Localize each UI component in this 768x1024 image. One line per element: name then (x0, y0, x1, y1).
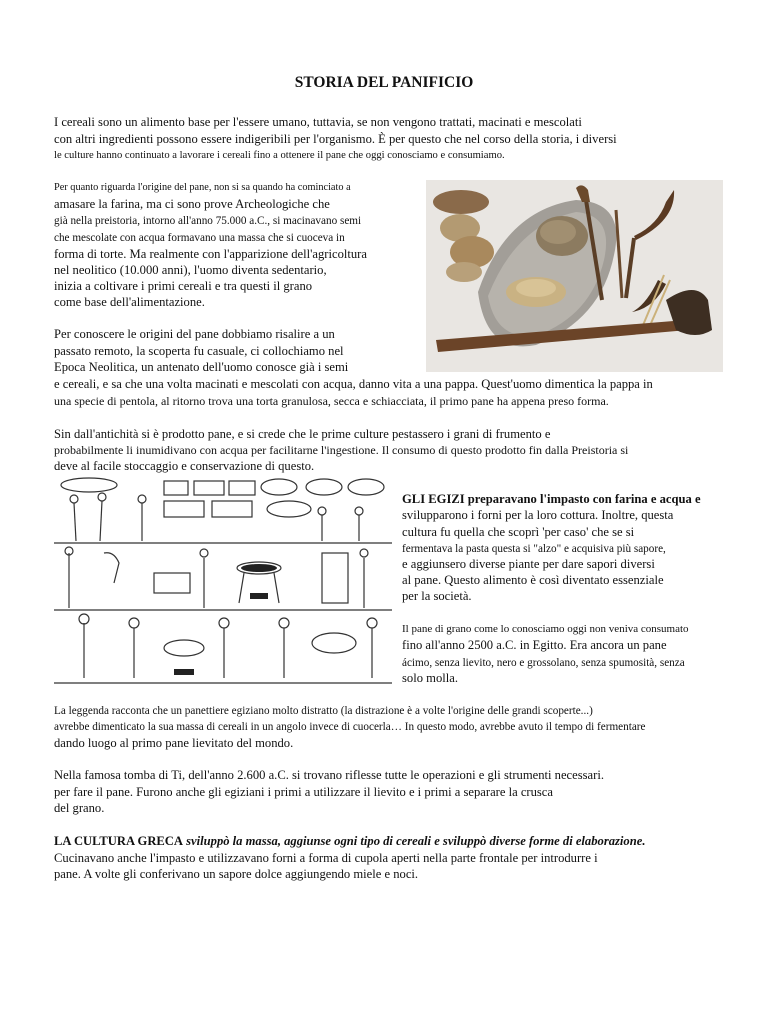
egypt-line2: solo molla. (402, 671, 458, 685)
origin-line: nel neolitico (10.000 anni), l'uomo diventa sedentario, (54, 263, 327, 277)
neolithic-line: e cereali, e sa che una volta macinati e mescolati con acqua, danno vita a una pappa. Quest'uomo dimentica la pappa in (54, 377, 653, 391)
neolithic-line: una specie di pentola, al ritorno trova una torta granulosa, secca e schiacciata, il primo pane ha appena preso forma. (54, 394, 609, 408)
origin-line: come base dell'alimentazione. (54, 295, 205, 309)
greek-lead: LA CULTURA GRECA (54, 834, 183, 848)
legend-line: avrebbe dimenticato la sua massa di cereali in un angolo invece di cuocerla… In questo modo, avrebbe avuto il tempo di fermentare (54, 721, 646, 733)
origin-line: Per quanto riguarda l'origine del pane, non si sa quando ha cominciato a (54, 182, 351, 193)
origin-line: amasare la farina, ma ci sono prove Archeologiche che (54, 197, 330, 211)
egypt-lead: GLI EGIZI preparavano l'impasto con farina e acqua e (402, 492, 701, 506)
origin-line: inizia a coltivare i primi cereali e tra questi il grano (54, 279, 313, 293)
neolithic-tools-photo (426, 180, 723, 372)
greek-line: pane. A volte gli conferivano un sapore dolce aggiungendo miele e noci. (54, 867, 419, 881)
egyptian-relief-illustration (54, 473, 392, 685)
legend-line: dando luogo al primo pane lievitato del mondo. (54, 736, 294, 750)
egypt-line: per la società. (402, 589, 472, 603)
greek-lead-rest: sviluppò la massa, aggiunse ogni tipo di cereali e sviluppò diverse forme di elaborazione. (183, 834, 646, 848)
intro-line: con altri ingredienti possono essere indigeribili per l'organismo. È per questo che nel corso della storia, i diversi (54, 132, 617, 146)
tomb-line: del grano. (54, 801, 105, 815)
antiquity-line: Sin dall'antichità si è prodotto pane, e si crede che le prime culture pestassero i grani di frumento e (54, 427, 551, 441)
intro-line: I cereali sono un alimento base per l'essere umano, tuttavia, se non vengono trattati, macinati e mescolati (54, 115, 582, 129)
antiquity-line: deve al facile stoccaggio e conservazione di questo. (54, 459, 315, 473)
greek-lead-line (54, 833, 645, 849)
page-title: STORIA DEL PANIFICIO (294, 74, 474, 91)
origin-line: forma di torte. Ma realmente con l'apparizione dell'agricoltura (54, 247, 367, 261)
legend-line: La leggenda racconta che un panettiere egiziano molto distratto (la distrazione è a volte l'origine delle grandi scoperte...) (54, 705, 593, 717)
egypt-line: svilupparono i forni per la loro cottura. Inoltre, questa (402, 508, 674, 522)
egypt-line: fermentava la pasta questa si "alzo" e acquisiva più sapore, (402, 543, 666, 555)
egypt-line2: Il pane di grano come lo conosciamo oggi non veniva consumato (402, 623, 689, 635)
neolithic-line: passato remoto, la scoperta fu casuale, ci collochiamo nel (54, 344, 344, 358)
egypt-line: cultura fu quella che scoprì 'per caso' che se si (402, 525, 635, 539)
greek-line: Cucinavano anche l'impasto e utilizzavano forni a forma di cupola aperti nella parte frontale per introdurre i (54, 851, 598, 865)
egypt-line: al pane. Questo alimento è così diventato essenziale (402, 573, 664, 587)
egypt-line2: ácimo, senza lievito, nero e grossolano, senza spumosità, senza (402, 657, 685, 669)
antiquity-line: probabilmente li inumidivano con acqua per facilitarne l'ingestione. Il consumo di questo prodotto fin dalla Preistoria si (54, 443, 629, 457)
origin-line: che mescolate con acqua formavano una massa che si cuoceva in (54, 232, 345, 244)
egypt-line: e aggiunsero diverse piante per dare sapori diversi (402, 557, 655, 571)
tomb-line: Nella famosa tomba di Ti, dell'anno 2.600 a.C. si trovano riflesse tutte le operazioni e gli strumenti necessari. (54, 768, 604, 782)
origin-line: già nella preistoria, intorno all'anno 75.000 a.C., si macinavano semi (54, 215, 362, 227)
intro-line: le culture hanno continuato a lavorare i cereali fino a ottenere il pane che oggi conosciamo e consumiamo. (54, 150, 505, 161)
neolithic-line: Epoca Neolitica, un antenato dell'uomo conosce già i semi (54, 360, 349, 374)
neolithic-line: Per conoscere le origini del pane dobbiamo risalire a un (54, 327, 335, 341)
tomb-line: per fare il pane. Furono anche gli egiziani i primi a utilizzare il lievito e i primi a separare la crusca (54, 785, 553, 799)
egypt-line2: fino all'anno 2500 a.C. in Egitto. Era ancora un pane (402, 638, 667, 652)
